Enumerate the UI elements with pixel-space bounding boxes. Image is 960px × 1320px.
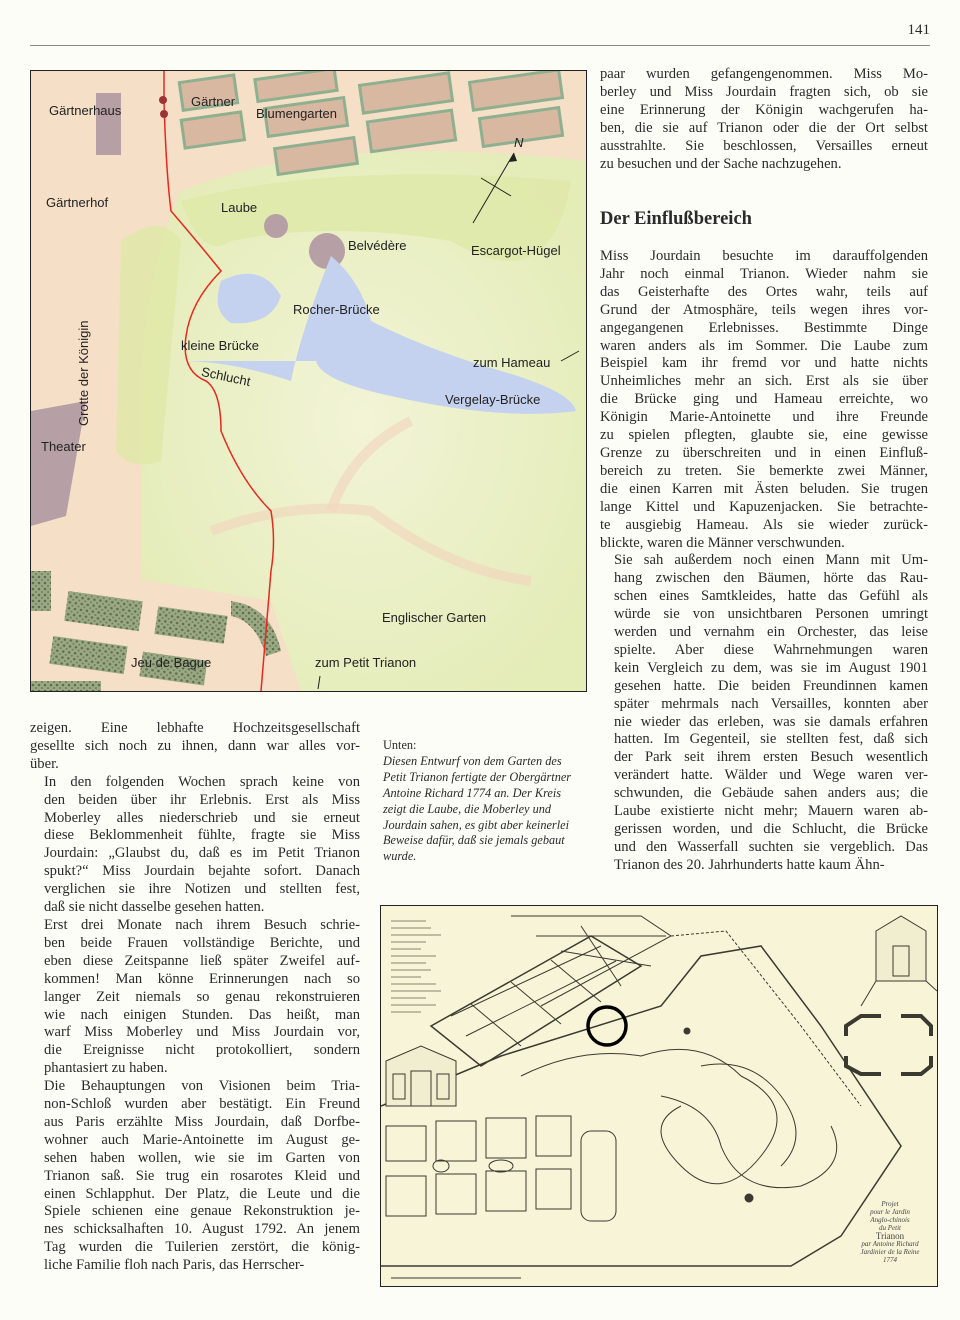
text-line: die einen Karren mit Ästen beluden. Sie trugen <box>600 480 928 497</box>
text-line: die Ereignisse nicht protokolliert, sondern <box>44 1042 360 1059</box>
text-line: diese Beklommenheit fühlte, fragte sie Miss <box>44 827 360 844</box>
engraving-title-line: Projet <box>881 1200 899 1208</box>
text-line: hatten. Im Gegenteil, sie stellten fest, daß sich <box>614 731 928 748</box>
text-column-left <box>30 720 360 1275</box>
text-line: über. <box>30 755 59 772</box>
text-column-right-top <box>600 66 928 173</box>
garden-plan-engraving <box>380 905 938 1287</box>
text-line: zu spielen pflegten, glaubte sie, eine gewisse <box>600 427 928 444</box>
paragraph <box>30 1078 360 1275</box>
text-line: Erst drei Monate nach ihrem Besuch schrie- <box>44 916 360 933</box>
text-line: phantasiert zu haben. <box>44 1060 168 1077</box>
text-line: kein Vergleich zu dem, was sie im August 1901 <box>614 659 928 676</box>
text-line: gerissen worden, und die Schlucht, die Brücke <box>614 821 928 837</box>
text-line: Grund der Atmosphäre, teils wegen ihres vor- <box>600 301 928 318</box>
text-line: gesellte sich noch zu ihnen, dann war alles vor- <box>30 737 360 754</box>
text-line: der Park seit ihrem ersten Besuch wesentlich <box>614 749 928 766</box>
paragraph <box>600 248 928 552</box>
text-line: langer Zeit niemals so genau rekonstruieren <box>44 988 360 1005</box>
text-line: Unheimliches mehr an sich. Erst als sie über <box>600 373 928 390</box>
label-grotte: Grotte der Königin <box>76 320 91 426</box>
engraving-title-line: Jardinier de la Reine <box>860 1248 920 1256</box>
map-drawing <box>31 71 586 691</box>
label-laube: Laube <box>221 200 258 215</box>
text-line: werden und vernahm ein Orchester, das leise <box>614 624 928 641</box>
paragraph <box>30 774 360 917</box>
text-line: zeigen. Eine lebhafte Hochzeitsgesellschaft <box>30 720 360 736</box>
label-gaertnerhof: Gärtnerhof <box>46 195 109 210</box>
text-line: Spiele schienen eine genaue Rekonstruktion je- <box>44 1203 360 1220</box>
text-line: Beispiel kam ihr fremd vor und hatte nichts <box>600 355 928 372</box>
label-jeu-de-bague: Jeu de Bague <box>131 655 212 670</box>
text-line: sehen haben wollen, wie sie im Garten von <box>44 1149 360 1166</box>
page-number: 141 <box>907 22 930 38</box>
text-line: aus Paris erzählte Miss Jourdain, daß Dorfbe- <box>44 1113 360 1130</box>
section-heading: Der Einflußbereich <box>600 209 752 229</box>
text-line: eine Erinnerung der Königin wachgerufen ha- <box>600 101 928 118</box>
text-line: eben diese Zeitspanne ließ später Zweifel auf- <box>44 952 360 969</box>
engraving-title-line: du Petit <box>879 1224 901 1232</box>
text-line: spielte. Aber diese Wahrnehmungen waren <box>614 641 928 658</box>
caption-label: Unten: <box>383 738 417 752</box>
text-line: lange Kittel und Kapuzenjacken. Sie betrachte- <box>600 498 928 515</box>
belvedere-marker <box>309 233 345 269</box>
engraving-pavilion-right <box>861 916 937 1006</box>
text-line: zu besuchen und der Sache nachzugehen. <box>600 155 842 172</box>
label-belvedere: Belvédère <box>348 238 407 253</box>
text-line: wohner auch Marie-Antoinette im August ge- <box>44 1131 360 1148</box>
text-line: ben beide Frauen vollständige Berichte, und <box>44 934 360 951</box>
text-line: warf Miss Moberley und Miss Jourdain vor, <box>44 1024 360 1041</box>
text-line: Die Behauptungen von Visionen beim Tria- <box>44 1078 360 1095</box>
text-line: nes schicksalhaften 10. August 1792. An jenem <box>44 1221 360 1238</box>
text-line: berley und Miss Jourdain fragten sich, ob sie <box>600 83 928 100</box>
text-line: gesehen hatte. Die beiden Freundinnen kamen <box>614 677 928 694</box>
engraving-drawing <box>381 906 937 1286</box>
laube-marker <box>264 214 288 238</box>
text-line: liche Familie floh nach Paris, das Herrscher- <box>44 1257 305 1274</box>
text-line: ausstrahlte. Sie beschlossen, Versailles erneut <box>600 137 928 154</box>
route-dot <box>159 96 167 104</box>
text-column-right <box>600 248 928 875</box>
label-rocher: Rocher-Brücke <box>293 302 380 317</box>
text-line: Tag wurden die Tuilerien zerstört, die könig- <box>44 1239 360 1256</box>
engraving-title-line: Anglo-chinois <box>870 1216 910 1224</box>
paragraph <box>600 552 928 874</box>
text-line: te ausgiebig Hameau. Als sie wieder zurück- <box>600 516 928 533</box>
paragraph <box>600 66 928 173</box>
text-line: spukt?“ Miss Jourdain bejahte sofort. Danach <box>44 863 360 880</box>
text-line: später mehrmals nach Versailles, konnten aber <box>614 695 928 712</box>
label-north: N <box>514 135 524 150</box>
text-line: kommen! Man könne Erinnerungen nach so <box>44 970 360 987</box>
text-line: Moberley alles niederschrieb und sie erneut <box>44 809 360 826</box>
engraving-title-line: pour le Jardin <box>870 1208 910 1216</box>
text-line: Trianon des 20. Jahrhunderts hatte kaum Ähn- <box>614 856 885 873</box>
engraving-pavilion-left <box>386 1046 456 1106</box>
text-line: schwunden, die Gebäude sahen anders aus; die <box>614 785 928 802</box>
engraving-title-line: Trianon <box>875 1231 905 1241</box>
garden-map <box>30 70 587 692</box>
label-escargot: Escargot-Hügel <box>471 243 561 258</box>
paragraph <box>30 917 360 1078</box>
text-line: hang zwischen den Bäumen, hörte das Rau- <box>614 570 928 587</box>
text-line: die Brücke ging und Hameau erreichte, wo <box>600 391 928 408</box>
text-line: das Geisterhafte des Ortes wahr, teils auf <box>600 283 928 300</box>
text-line: Jahr noch einmal Trianon. Wieder nahm sie <box>600 265 928 282</box>
engraving-title-cartouche <box>855 1200 925 1264</box>
text-line: Grenze zu überschreiten und in einen Einfluß- <box>600 444 928 461</box>
header-rule <box>30 45 930 46</box>
text-line: blickte, waren die Männer verschwunden. <box>600 534 845 551</box>
label-vergelay: Vergelay-Brücke <box>445 392 541 407</box>
text-line: ben, die sie auf Trianon oder die der Ort selbst <box>600 119 928 136</box>
label-blumengarten: Blumengarten <box>256 106 337 121</box>
paragraph <box>30 720 360 774</box>
text-line: paar wurden gefangengenommen. Miss Mo- <box>600 66 928 82</box>
label-kleine: kleine Brücke <box>181 338 260 353</box>
label-schlucht: Schlucht <box>199 363 252 390</box>
laube-highlight-circle <box>588 1007 626 1045</box>
label-hameau: zum Hameau <box>473 355 551 370</box>
label-theater: Theater <box>41 439 86 454</box>
text-line: Königin Marie-Antoinette und ihre Freunde <box>600 409 928 426</box>
label-gaertnerhaus: Gärtnerhaus <box>49 103 122 118</box>
text-line: Laube existierte nicht mehr; Mauern waren ab- <box>614 803 928 820</box>
label-petit-trianon: zum Petit Trianon <box>315 655 417 670</box>
text-line: Trianon saß. Sie trug ein rosarotes Kleid und <box>44 1167 360 1184</box>
text-line: den beiden über ihr Erlebnis. Erst als Miss <box>44 791 360 808</box>
text-line: wie nach einigen Stunden. Das heißt, man <box>44 1006 360 1023</box>
text-line: Miss Jourdain besuchte im darauffolgenden <box>600 248 928 264</box>
label-gaertner: Gärtner <box>191 94 236 109</box>
text-line: verglichen sie ihre Notizen und stellten fest, <box>44 881 360 898</box>
text-line: verändert hatte. Wälder und Wege waren ver- <box>614 767 928 784</box>
text-line: In den folgenden Wochen sprach keine von <box>44 773 360 790</box>
label-englischer-garten: Englischer Garten <box>382 610 487 625</box>
engraving-legend <box>391 921 441 1012</box>
text-line: würde sie von unsichtbaren Personen umringt <box>614 606 928 623</box>
text-line: Sie sah außerdem noch einen Mann mit Um- <box>614 552 928 569</box>
text-line: bereich zu treten. Sie bemerkte zwei Männer, <box>600 462 928 479</box>
text-line: non-Schloß wurden aber bestätigt. Ein Freund <box>44 1096 360 1113</box>
engraving-frame-ornament <box>846 1016 931 1074</box>
text-line: schen eines Samtkleides, hatte das Gefühl als <box>614 588 928 605</box>
text-line: einen Schlapphut. Der Platz, die Leute und die <box>44 1185 360 1202</box>
engraving-parterre <box>386 1116 616 1221</box>
text-line: daß sie nicht dasselbe gesehen hatten. <box>44 899 265 916</box>
text-line: nie wieder das erleben, was sie damals erfahren <box>614 713 928 730</box>
text-line: waren anders als im Sommer. Die Laube zum <box>600 337 928 354</box>
image-caption <box>383 738 583 865</box>
engraving-title-line: par Antoine Richard <box>861 1240 919 1248</box>
text-line: angegangenen Erlebnisses. Bestimmte Dinge <box>600 319 928 336</box>
route-dot <box>160 110 168 118</box>
engraving-title-line: 1774 <box>883 1256 897 1264</box>
text-line: Jourdain: „Glaubst du, daß es im Petit Trianon <box>44 845 360 862</box>
caption-text: Diesen Entwurf von dem Garten des Petit Trianon fertigte der Obergärtner Antoine Richard 1774 an. Der Kreis zeigt die Laube, die Moberley und Jourdain sahen, es gibt aber keinerlei Beweise dafür, daß sie jemals gebaut wurde. <box>383 753 572 864</box>
text-line: und den Wasserfall suchten sie vergeblich. Das <box>614 838 928 855</box>
